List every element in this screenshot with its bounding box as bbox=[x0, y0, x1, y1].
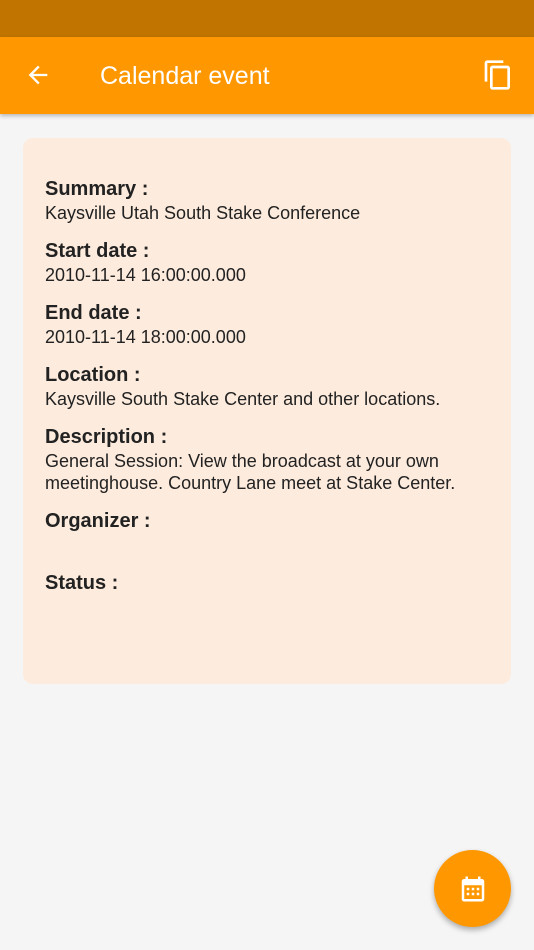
organizer-label: Organizer : bbox=[45, 510, 151, 532]
arrow-left-icon bbox=[24, 61, 52, 89]
location-value: Kaysville South Stake Center and other locations. bbox=[45, 389, 441, 409]
summary-label: Summary : bbox=[45, 178, 149, 200]
location-field bbox=[45, 362, 489, 410]
summary-field bbox=[45, 176, 489, 224]
start-date-value: 2010-11-14 16:00:00.000 bbox=[45, 265, 246, 285]
description-value: General Session: View the broadcast at your own meetinghouse. Country Lane meet at Stake Center. bbox=[45, 451, 456, 493]
end-date-field bbox=[45, 300, 489, 348]
copy-icon bbox=[482, 59, 514, 91]
status-label: Status : bbox=[45, 572, 119, 594]
back-button[interactable] bbox=[18, 55, 58, 95]
description-label: Description : bbox=[45, 426, 168, 448]
status-field bbox=[45, 570, 489, 618]
start-date-label: Start date : bbox=[45, 240, 150, 262]
location-label: Location : bbox=[45, 364, 141, 386]
event-details-card bbox=[23, 138, 511, 684]
add-to-calendar-button[interactable] bbox=[434, 850, 511, 927]
end-date-label: End date : bbox=[45, 302, 142, 324]
calendar-icon bbox=[458, 874, 488, 904]
app-bar bbox=[0, 37, 534, 114]
end-date-value: 2010-11-14 18:00:00.000 bbox=[45, 327, 246, 347]
status-bar bbox=[0, 0, 534, 37]
summary-value: Kaysville Utah South Stake Conference bbox=[45, 203, 361, 223]
organizer-value bbox=[45, 534, 489, 556]
start-date-field bbox=[45, 238, 489, 286]
page-title: Calendar event bbox=[100, 62, 270, 90]
status-value bbox=[45, 596, 489, 618]
copy-button[interactable] bbox=[478, 55, 518, 95]
description-field bbox=[45, 424, 489, 494]
organizer-field bbox=[45, 508, 489, 556]
